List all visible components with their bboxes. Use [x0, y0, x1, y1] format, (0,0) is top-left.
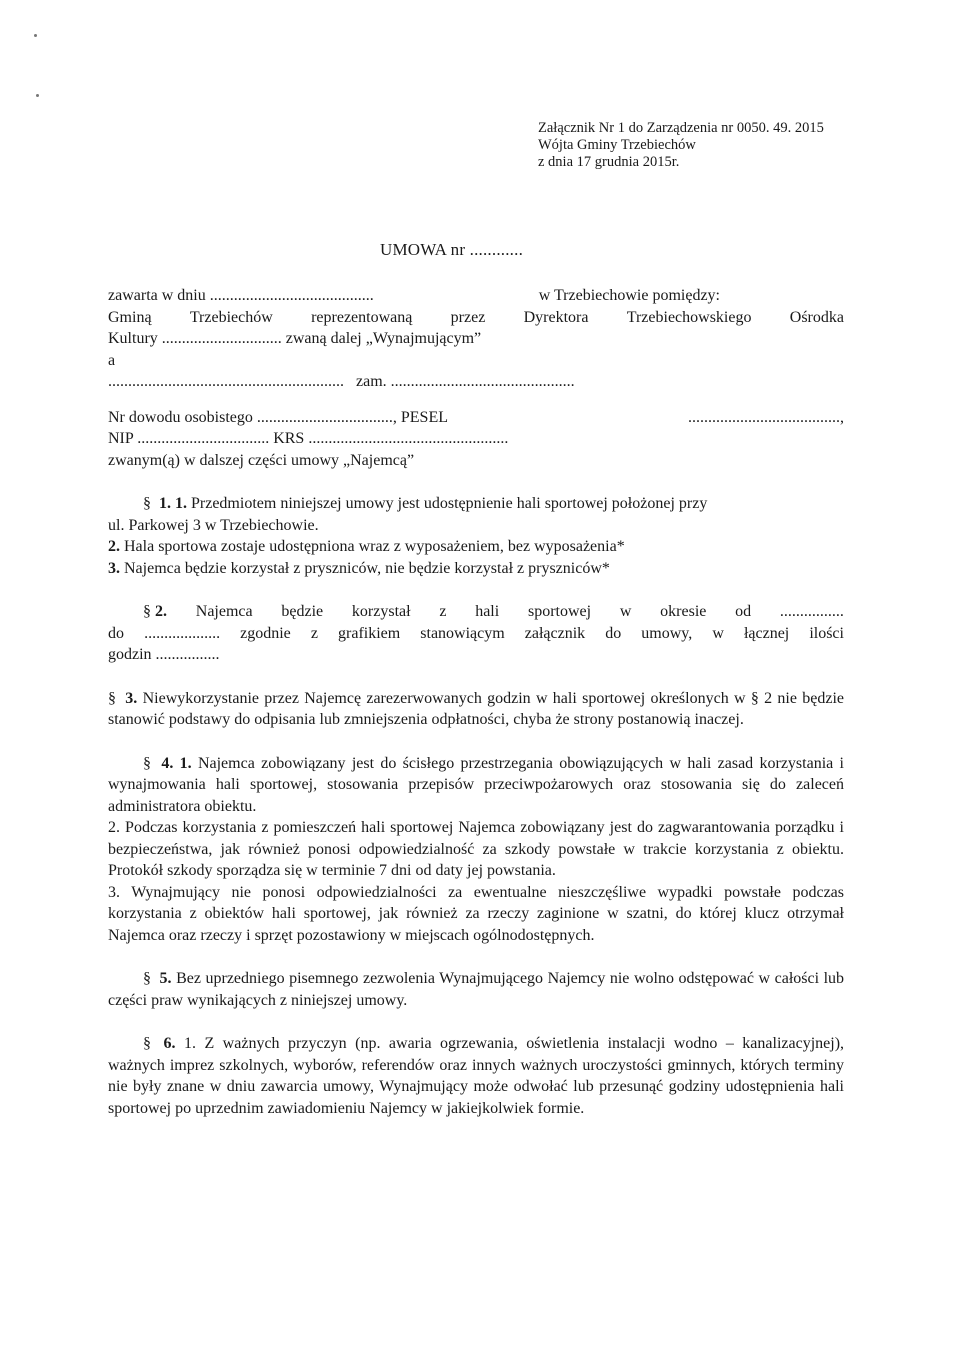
- word: sportowej: [527, 603, 592, 620]
- item-number: 2.: [108, 538, 120, 555]
- word: załącznik: [524, 624, 586, 642]
- word: z: [310, 624, 318, 642]
- contract-body: [108, 285, 844, 1119]
- word: od: [735, 603, 752, 620]
- date-field: zawarta w dniu .........................................: [108, 287, 374, 304]
- word: grafikiem: [338, 624, 401, 642]
- address-field: zam. ..............................................: [356, 373, 575, 390]
- section-5: [108, 968, 844, 1011]
- word: Trzebiechów: [189, 308, 273, 326]
- section-text: Bez uprzedniego pisemnego zezwolenia Wynajmującego Najemcy nie wolno odstępować w całości lub części praw wynikających z niniejszej umowy.: [108, 970, 845, 1009]
- section-text: Niewykorzystanie przez Najemcę zarezerwowanych godzin w hali sportowej określonych w § 2 nie będzie stanowić podstawy do odpisania lub zmniejszenia odpłatności, chyba że strony postanowią inaczej.: [108, 689, 845, 728]
- section-sign: §: [143, 603, 151, 620]
- section-6: [108, 1033, 844, 1119]
- nip-krs-line: NIP ................................. KRS ..................................................: [108, 430, 509, 447]
- word: ................: [779, 603, 844, 620]
- word: korzystał: [351, 603, 411, 620]
- section-number: 1. 1.: [159, 495, 187, 512]
- section-2-line: [108, 623, 844, 645]
- section-sign: §: [143, 970, 151, 987]
- section-sign: §: [108, 689, 116, 707]
- section-4: [108, 753, 844, 947]
- section-number: 2.: [155, 603, 167, 620]
- section-4-p1: [108, 753, 844, 818]
- section-4-p2: 2. Podczas korzystania z pomieszczeń hali sportowej Najemca zobowiązany jest do zagwarantowania porządku i bezpieczeństwa, jak również ponosi odpowiedzialność za szkody powstałe w trakcie korzystania z obiektu. Protokół szkody sporządza się w terminie 7 dni od daty jej powstania.: [108, 819, 844, 879]
- scan-speck: [36, 94, 39, 97]
- section-number: 6.: [163, 1035, 176, 1052]
- word: Trzebiechowskiego: [626, 308, 752, 326]
- section-4-p3: 3. Wynajmujący nie ponosi odpowiedzialności za ewentualne nieszczęśliwe wypadki powstałe podczas korzystania z obiektów hali sportowej, jak również za rzeczy zaginione w szatni, do której klucz otrzymał Najemca oraz rzeczy i sprzęt pozostawiony w miejscach ogólnodostępnych.: [108, 883, 844, 944]
- word: do: [605, 624, 622, 642]
- section-head: [143, 601, 167, 623]
- word: z: [439, 603, 447, 620]
- name-field: ...........................................................: [108, 373, 344, 390]
- section-sign: §: [143, 754, 151, 772]
- intro-line: a: [108, 351, 116, 369]
- word: Najemca: [195, 603, 253, 620]
- section-2-line: [108, 601, 844, 623]
- section-text: Przedmiotem niniejszej umowy jest udostępnienie hali sportowej położonej przy: [191, 495, 708, 512]
- item-number: 3.: [108, 559, 120, 577]
- header-line: Załącznik Nr 1 do Zarządzenia nr 0050. 49. 2015: [538, 120, 824, 136]
- section-sign: §: [143, 495, 151, 512]
- word: ...................: [144, 624, 221, 642]
- word: w: [712, 624, 724, 642]
- intro-line-justified: [108, 307, 844, 329]
- word: Gminą: [108, 308, 152, 326]
- header-line: z dnia 17 grudnia 2015r.: [538, 154, 680, 170]
- section-1: [108, 493, 844, 515]
- section-3: [108, 688, 844, 731]
- word: Dyrektora: [523, 308, 589, 326]
- section-sign: §: [143, 1035, 151, 1052]
- item-text: Najemca będzie korzystał z pryszniców, nie będzie korzystał z pryszniców*: [124, 559, 610, 577]
- section-1-item-3: [108, 558, 844, 580]
- intro-line: [108, 285, 844, 307]
- header-line: Wójta Gminy Trzebiechów: [538, 137, 696, 153]
- word: hali: [475, 603, 500, 620]
- word: do: [108, 624, 124, 642]
- word: ilości: [809, 624, 844, 642]
- id-line: [108, 407, 844, 429]
- section-text: 1. Z ważnych przyczyn (np. awaria ogrzewania, oświetlenia instalacji wodno – kanalizacyjnej), ważnych imprez szkolnych, wyborów, referendów oraz innych ważnych uroczystości gminnych, których terminy nie były znane w dniu zawarcia umowy, Wynajmujący może odwołać lub przesunąć godziny udostępnienia hali sportowej po uprzednim zawiadomieniu Najemcy w jakiejkolwiek formie.: [108, 1035, 845, 1117]
- intro-line: [108, 371, 844, 393]
- section-number: 4. 1.: [161, 754, 192, 772]
- word: okresie: [660, 603, 707, 620]
- section-number: 5.: [159, 970, 172, 987]
- section-number: 3.: [125, 689, 138, 707]
- word: zgodnie: [240, 624, 291, 642]
- word: będzie: [281, 603, 324, 620]
- scan-speck: [34, 34, 37, 37]
- intro-text: w Trzebiechowie pomiędzy:: [538, 287, 720, 304]
- intro-line: Kultury .............................. zwaną dalej „Wynajmującym”: [108, 330, 482, 347]
- item-text: Hala sportowa zostaje udostępniona wraz z wyposażeniem, bez wyposażenia*: [124, 538, 625, 555]
- section-1-line: ul. Parkowej 3 w Trzebiechowie.: [108, 516, 319, 534]
- word: w: [619, 603, 632, 620]
- word: przez: [450, 308, 486, 326]
- id-field: Nr dowodu osobistego .................................., PESEL: [108, 408, 448, 426]
- attachment-header: [538, 120, 824, 171]
- word: reprezentowaną: [311, 308, 413, 326]
- word: łącznej: [743, 624, 790, 642]
- section-text: Najemca zobowiązany jest do ścisłego przestrzegania obowiązujących w hali zasad korzystania i wynajmowania hali sportowej, stosowania przepisów przeciwpożarowych oraz stosowania się do zaleceń administratora obiektu.: [108, 754, 844, 815]
- intro-line: zwanym(ą) w dalszej części umowy „Najemcą”: [108, 451, 415, 469]
- word: Ośrodka: [789, 308, 844, 326]
- pesel-field: ......................................,: [688, 408, 844, 426]
- word: stanowiącym: [420, 624, 505, 642]
- word: umowy,: [641, 624, 693, 642]
- section-2-line: godzin ................: [108, 646, 220, 663]
- contract-title: UMOWA nr ............: [380, 240, 524, 259]
- section-1-item-2: [108, 536, 844, 558]
